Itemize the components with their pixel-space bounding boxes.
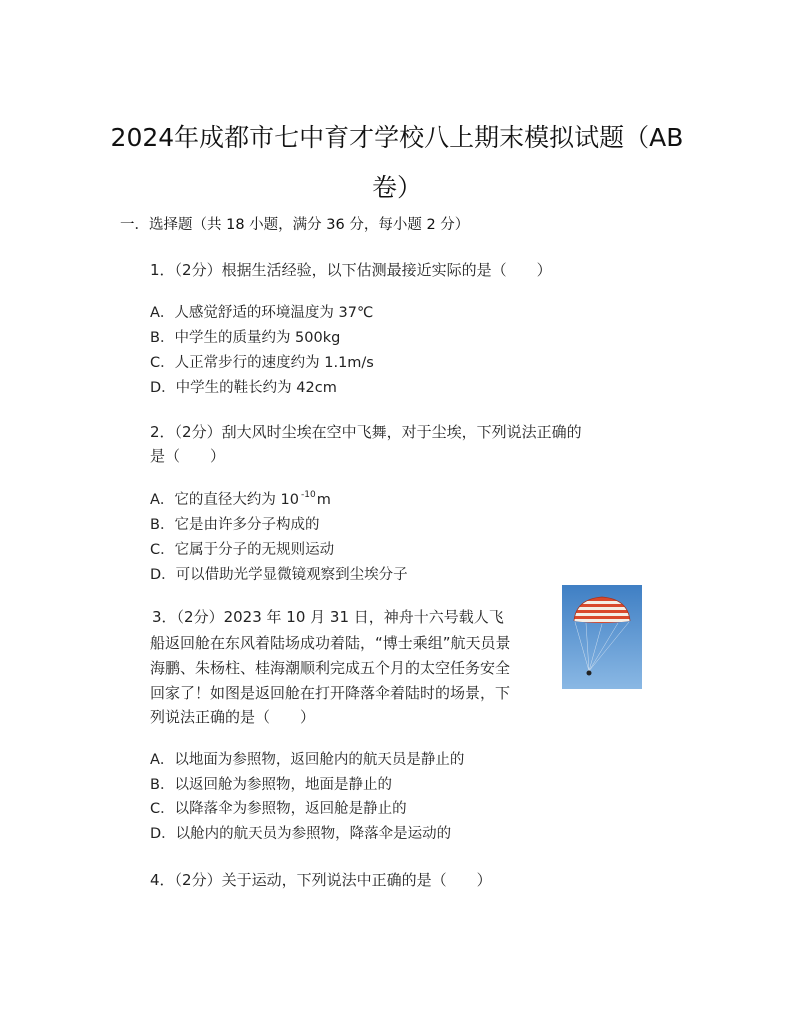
question-1-option-b: B．中学生的质量约为 500kg bbox=[150, 330, 341, 346]
question-3-stem-line5: 列说法正确的是（ ） bbox=[150, 708, 316, 726]
section-heading: 一．选择题（共 18 小题，满分 36 分，每小题 2 分） bbox=[120, 217, 470, 233]
page-title-line1: 2024年成都市七中育才学校八上期末模拟试题（AB bbox=[110, 123, 684, 152]
question-2-option-d: D．可以借助光学显微镜观察到尘埃分子 bbox=[150, 567, 408, 583]
question-2-stem-line2: 是（ ） bbox=[150, 447, 226, 465]
question-2-option-a bbox=[150, 488, 331, 509]
question-2-option-a-unit: m bbox=[316, 492, 331, 508]
question-3-option-b: B．以返回舱为参照物，地面是静止的 bbox=[150, 777, 392, 793]
question-2-option-a-text: A．它的直径大约为 10 bbox=[150, 492, 299, 508]
question-2-stem-line1: 2．（2分）刮大风时尘埃在空中飞舞，对于尘埃，下列说法正确的 bbox=[150, 423, 582, 441]
question-3-option-c: C．以降落伞为参照物，返回舱是静止的 bbox=[150, 801, 407, 817]
parachute-landing-image bbox=[562, 585, 642, 689]
question-2-option-a-exponent: -10 bbox=[300, 490, 316, 500]
question-2-option-c: C．它属于分子的无规则运动 bbox=[150, 542, 335, 558]
question-1-stem: 1．（2分）根据生活经验，以下估测最接近实际的是（ ） bbox=[150, 261, 552, 279]
page-title-line2: 卷） bbox=[371, 173, 422, 202]
question-3-stem-line1: 3．（2分）2023 年 10 月 31 日，神舟十六号载人飞 bbox=[152, 608, 504, 626]
question-3-stem-line3: 海鹏、朱杨柱、桂海潮顺利完成五个月的太空任务安全 bbox=[150, 659, 511, 677]
question-1-option-a: A．人感觉舒适的环境温度为 37℃ bbox=[150, 305, 374, 321]
question-1-option-d: D．中学生的鞋长约为 42cm bbox=[150, 380, 337, 396]
question-4-stem: 4．（2分）关于运动，下列说法中正确的是（ ） bbox=[150, 871, 492, 889]
question-3-stem-line4: 回家了！如图是返回舱在打开降落伞着陆时的场景，下 bbox=[150, 684, 511, 702]
question-1-option-c: C．人正常步行的速度约为 1.1m/s bbox=[150, 355, 374, 371]
question-3-option-d: D．以舱内的航天员为参照物，降落伞是运动的 bbox=[150, 826, 452, 842]
question-3-option-a: A．以地面为参照物，返回舱内的航天员是静止的 bbox=[150, 752, 465, 768]
question-3-stem-line2: 船返回舱在东风着陆场成功着陆，“博士乘组”航天员景 bbox=[150, 634, 511, 652]
question-2-option-b: B．它是由许多分子构成的 bbox=[150, 517, 320, 533]
